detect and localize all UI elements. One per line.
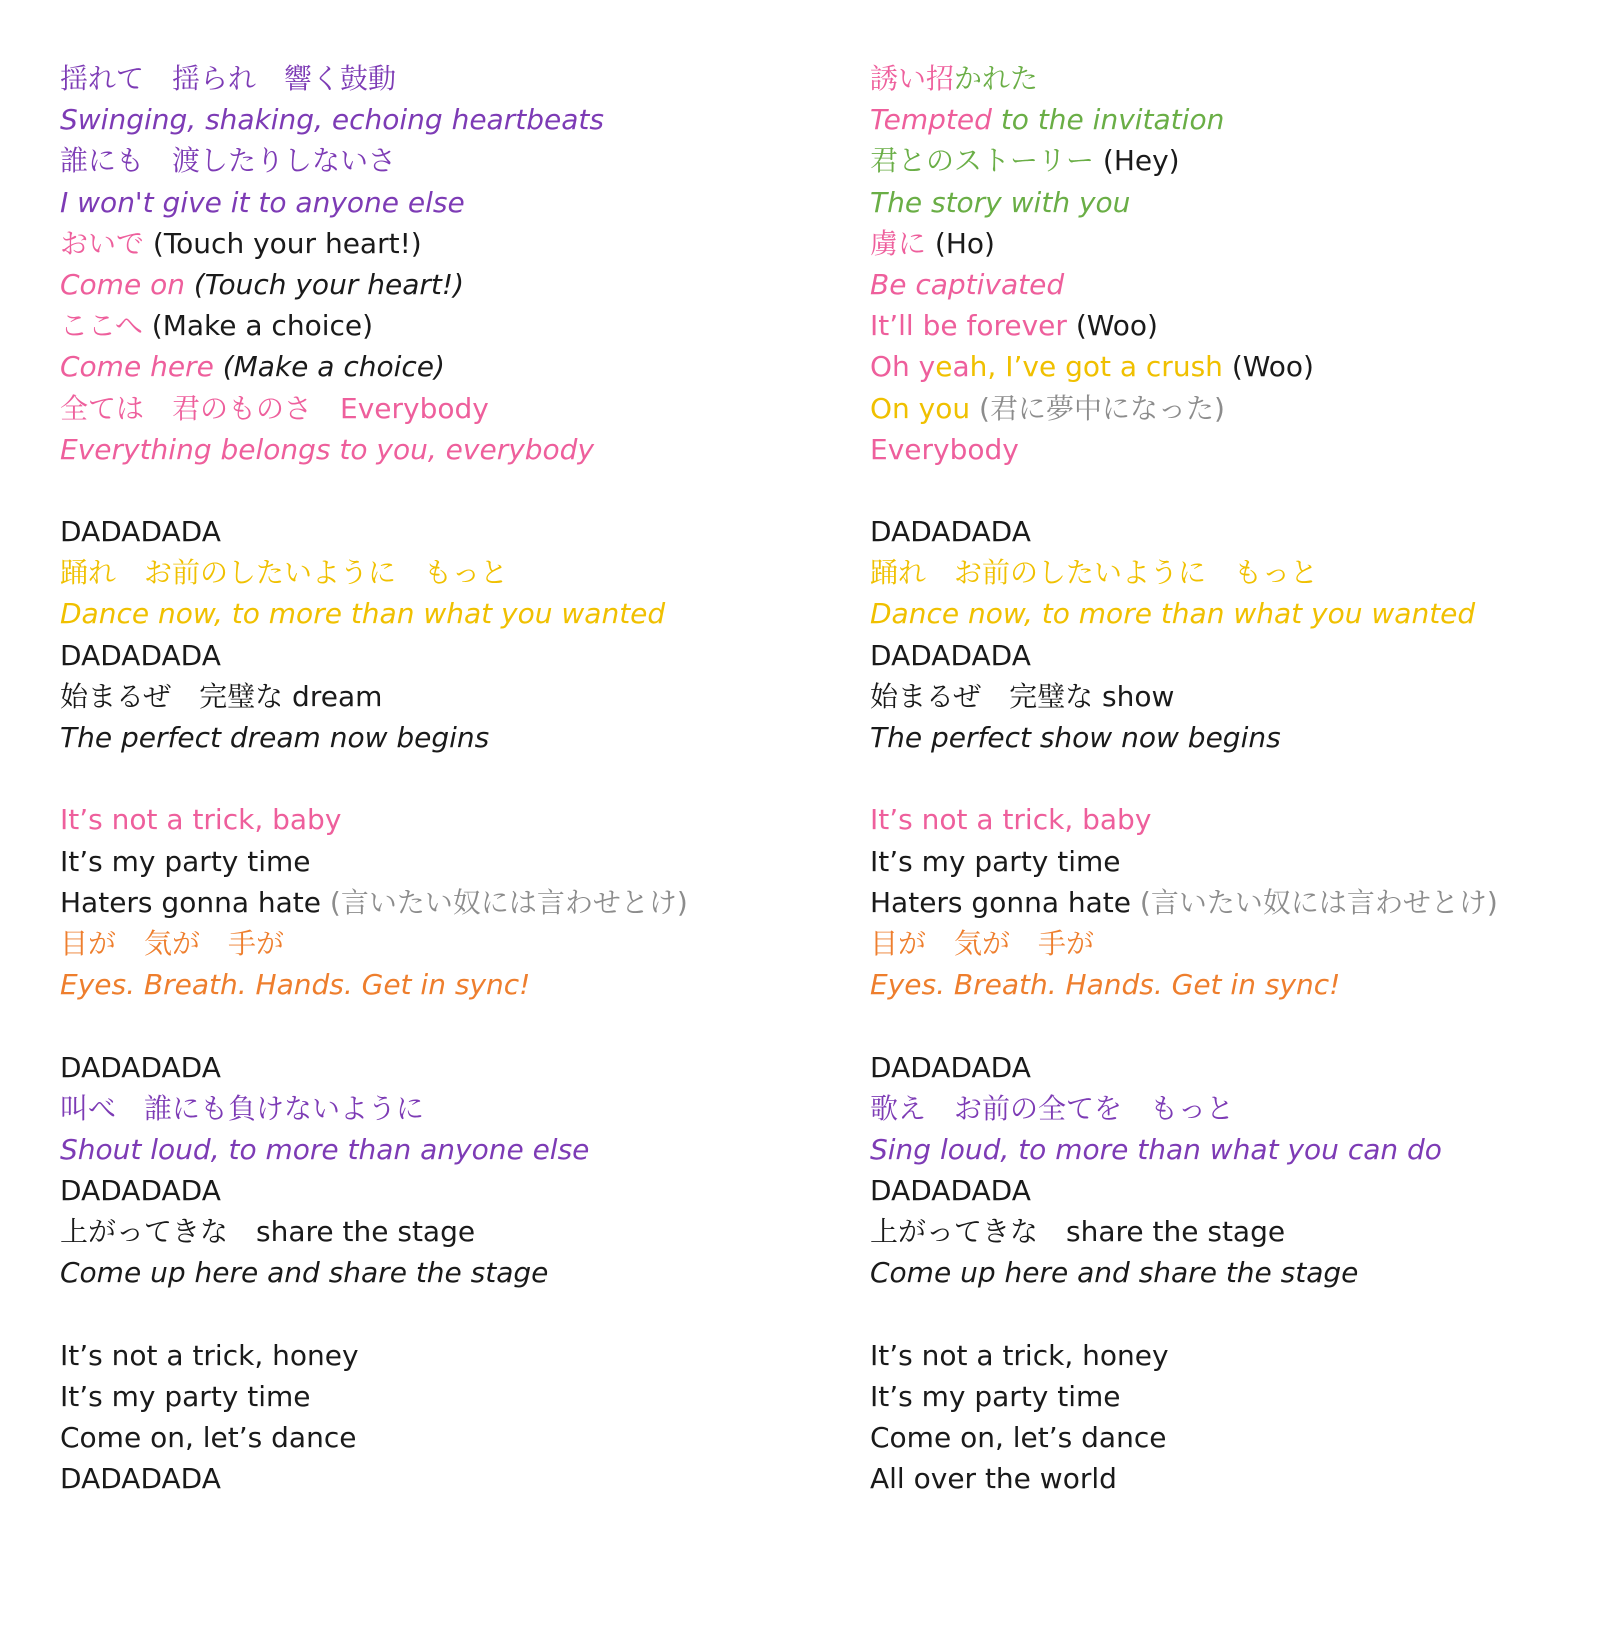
lyric-line (60, 635, 820, 676)
lyric-line (870, 388, 1598, 429)
lyric-line (870, 1376, 1598, 1417)
lyrics-column-left (60, 58, 820, 1500)
lyric-line (60, 1047, 820, 1088)
lyric-segment: Shout loud, to more than anyone else (60, 1132, 590, 1166)
lyric-segment: (Make a choice) (222, 350, 445, 384)
lyric-line (870, 1417, 1598, 1458)
lyric-line (60, 264, 820, 305)
lyric-segment: Be captivated (870, 267, 1065, 301)
lyric-segment: Sing loud, to more than what you can do (870, 1132, 1442, 1166)
lyric-segment: DADADADA (870, 1050, 1031, 1084)
lyric-line (60, 1417, 820, 1458)
lyric-segment: e (935, 350, 953, 384)
lyric-line (870, 511, 1598, 552)
lyric-segment: It’s my party time (870, 1380, 1121, 1413)
stanza-gap (870, 470, 1598, 511)
lyric-segment: 踊れ お前のしたいように もっと (60, 556, 509, 590)
lyric-line (60, 552, 820, 593)
lyric-segment: 上がってきな share the stage (870, 1215, 1286, 1249)
lyric-segment: It’s not a trick, baby (870, 803, 1152, 837)
lyric-line (870, 305, 1598, 346)
lyric-line (870, 140, 1598, 181)
lyric-line (870, 799, 1598, 840)
lyric-segment: Come on (60, 267, 194, 301)
lyric-line (60, 717, 820, 758)
lyric-segment: 始まるぜ 完璧な dream (60, 679, 383, 713)
lyric-line (870, 58, 1598, 99)
stanza-gap (870, 1294, 1598, 1335)
lyric-line (870, 1458, 1598, 1499)
lyric-segment: 目が 気が 手が (870, 926, 1095, 960)
lyric-line (60, 1335, 820, 1376)
lyric-line (60, 1376, 820, 1417)
lyric-segment: All over the world (870, 1462, 1117, 1496)
lyric-line (60, 1458, 820, 1499)
lyric-segment: 踊れ お前のしたいように もっと (870, 556, 1319, 590)
lyric-line (60, 923, 820, 964)
lyric-segment: Haters gonna hate (60, 885, 330, 919)
lyric-segment: (Woo) (1075, 309, 1158, 343)
lyric-line (870, 1211, 1598, 1252)
lyric-line (60, 676, 820, 717)
lyric-line (60, 593, 820, 634)
lyric-line (870, 635, 1598, 676)
lyrics-column-right (870, 58, 1598, 1500)
lyric-segment: 始まるぜ 完璧な show (870, 679, 1175, 713)
lyric-segment: 全ては 君のものさ Everybody (60, 391, 489, 425)
lyric-segment: (Touch your heart!) (152, 226, 422, 260)
lyric-line (870, 552, 1598, 593)
lyric-line (60, 346, 820, 387)
lyric-line (60, 1170, 820, 1211)
lyric-segment: Oh y (870, 350, 936, 384)
lyric-line (60, 223, 820, 264)
stanza-gap (60, 470, 820, 511)
lyric-segment: DADADADA (60, 515, 221, 549)
lyric-line (870, 1335, 1598, 1376)
lyric-segment: It’s not a trick, honey (870, 1338, 1169, 1372)
lyric-segment: Everything belongs to you, everybody (60, 432, 595, 466)
lyric-segment: Tempted (870, 103, 1001, 137)
lyric-line (60, 799, 820, 840)
lyric-line (870, 99, 1598, 140)
lyric-line (60, 305, 820, 346)
lyric-line (60, 964, 820, 1005)
lyric-line (870, 223, 1598, 264)
lyric-segment: DADADADA (60, 638, 221, 672)
lyric-line (870, 882, 1598, 923)
lyric-line (60, 1088, 820, 1129)
stanza-gap (60, 1294, 820, 1335)
lyric-line (870, 676, 1598, 717)
lyric-line (870, 964, 1598, 1005)
lyric-segment: Come here (60, 350, 223, 384)
stanza-gap (870, 758, 1598, 799)
lyric-segment: 虜に (870, 226, 935, 260)
stanza-gap (60, 1005, 820, 1046)
lyric-segment: 上がってきな share the stage (60, 1215, 476, 1249)
lyric-segment: 歌え お前の全てを もっと (870, 1091, 1235, 1125)
lyric-segment: (Touch your heart!) (193, 267, 464, 301)
lyric-segment: I won't give it to anyone else (60, 185, 465, 219)
lyric-segment: a (952, 350, 970, 384)
lyric-segment: 誰にも 渡したりしないさ (60, 144, 397, 178)
stanza-gap (60, 758, 820, 799)
lyric-segment: (言いたい奴には言わせとけ) (329, 885, 688, 919)
lyric-segment: ここへ (60, 309, 152, 343)
lyric-segment: DADADADA (60, 1050, 221, 1084)
lyric-segment: DADADADA (870, 638, 1031, 672)
lyric-line (60, 58, 820, 99)
lyric-line (870, 182, 1598, 223)
lyric-segment: to the invitation (1000, 103, 1225, 137)
lyric-line (60, 1252, 820, 1293)
lyric-segment: Dance now, to more than what you wanted (870, 597, 1476, 631)
lyric-segment: Come up here and share the stage (870, 1256, 1359, 1290)
lyric-segment: Come on, let’s dance (60, 1421, 357, 1455)
lyric-line (870, 593, 1598, 634)
lyric-segment: It’s not a trick, honey (60, 1338, 359, 1372)
lyric-segment: Eyes. Breath. Hands. Get in sync! (60, 968, 531, 1002)
lyric-segment: (言いたい奴には言わせとけ) (1139, 885, 1498, 919)
lyric-segment: (君に夢中になった) (979, 391, 1225, 425)
lyric-segment: Eyes. Breath. Hands. Get in sync! (870, 968, 1341, 1002)
lyric-segment: The story with you (870, 185, 1131, 219)
lyric-segment: It’s my party time (60, 1380, 311, 1413)
lyric-segment: The perfect show now begins (870, 721, 1281, 754)
lyric-segment: (Ho) (934, 226, 995, 260)
lyric-segment: Everybody (870, 432, 1019, 466)
lyric-segment: 目が 気が 手が (60, 926, 285, 960)
lyric-line (870, 923, 1598, 964)
lyric-segment: It’s not a trick, baby (60, 803, 342, 837)
lyric-segment: 誘い招 (870, 62, 955, 95)
lyric-line (870, 1129, 1598, 1170)
lyric-segment: Come up here and share the stage (60, 1256, 549, 1290)
lyric-segment: 叫べ 誰にも負けないように (60, 1091, 425, 1125)
lyric-line (870, 1252, 1598, 1293)
lyric-segment: DADADADA (60, 1174, 221, 1208)
lyric-segment: Swinging, shaking, echoing heartbeats (60, 103, 604, 137)
lyric-line (60, 140, 820, 181)
lyric-line (60, 182, 820, 223)
lyric-line (60, 1211, 820, 1252)
lyric-segment: 君とのストーリー (870, 144, 1103, 178)
lyric-segment: (Woo) (1231, 350, 1314, 384)
lyric-line (60, 1129, 820, 1170)
lyric-line (60, 882, 820, 923)
lyric-line (870, 841, 1598, 882)
stanza-gap (870, 1005, 1598, 1046)
lyric-segment: DADADADA (870, 1174, 1031, 1208)
lyric-line (870, 717, 1598, 758)
lyric-line (870, 1170, 1598, 1211)
lyric-segment: On you (870, 391, 980, 425)
lyric-segment: DADADADA (60, 1462, 221, 1496)
lyric-line (60, 388, 820, 429)
lyric-segment: Come on, let’s dance (870, 1421, 1167, 1455)
lyric-segment: おいで (60, 226, 153, 260)
lyric-segment: Dance now, to more than what you wanted (60, 597, 666, 631)
lyric-line (870, 346, 1598, 387)
lyric-segment: (Make a choice) (151, 309, 374, 343)
lyric-segment: It’s my party time (870, 844, 1121, 878)
lyric-segment: It’ll be forever (870, 309, 1076, 343)
lyric-line (60, 511, 820, 552)
lyric-segment: It’s my party time (60, 844, 311, 878)
lyric-line (870, 1088, 1598, 1129)
lyric-line (870, 1047, 1598, 1088)
lyric-segment: (Hey) (1102, 144, 1180, 178)
lyric-segment: h, I’ve got a crush (969, 350, 1232, 384)
lyric-line (60, 99, 820, 140)
lyric-line (870, 264, 1598, 305)
lyric-line (870, 429, 1598, 470)
lyric-segment: DADADADA (870, 515, 1031, 549)
lyric-line (60, 429, 820, 470)
lyric-segment: 揺れて 揺られ 響く鼓動 (60, 62, 397, 95)
lyric-segment: かれた (954, 62, 1039, 95)
lyric-line (60, 841, 820, 882)
lyric-segment: The perfect dream now begins (60, 721, 490, 754)
lyric-segment: Haters gonna hate (870, 885, 1140, 919)
